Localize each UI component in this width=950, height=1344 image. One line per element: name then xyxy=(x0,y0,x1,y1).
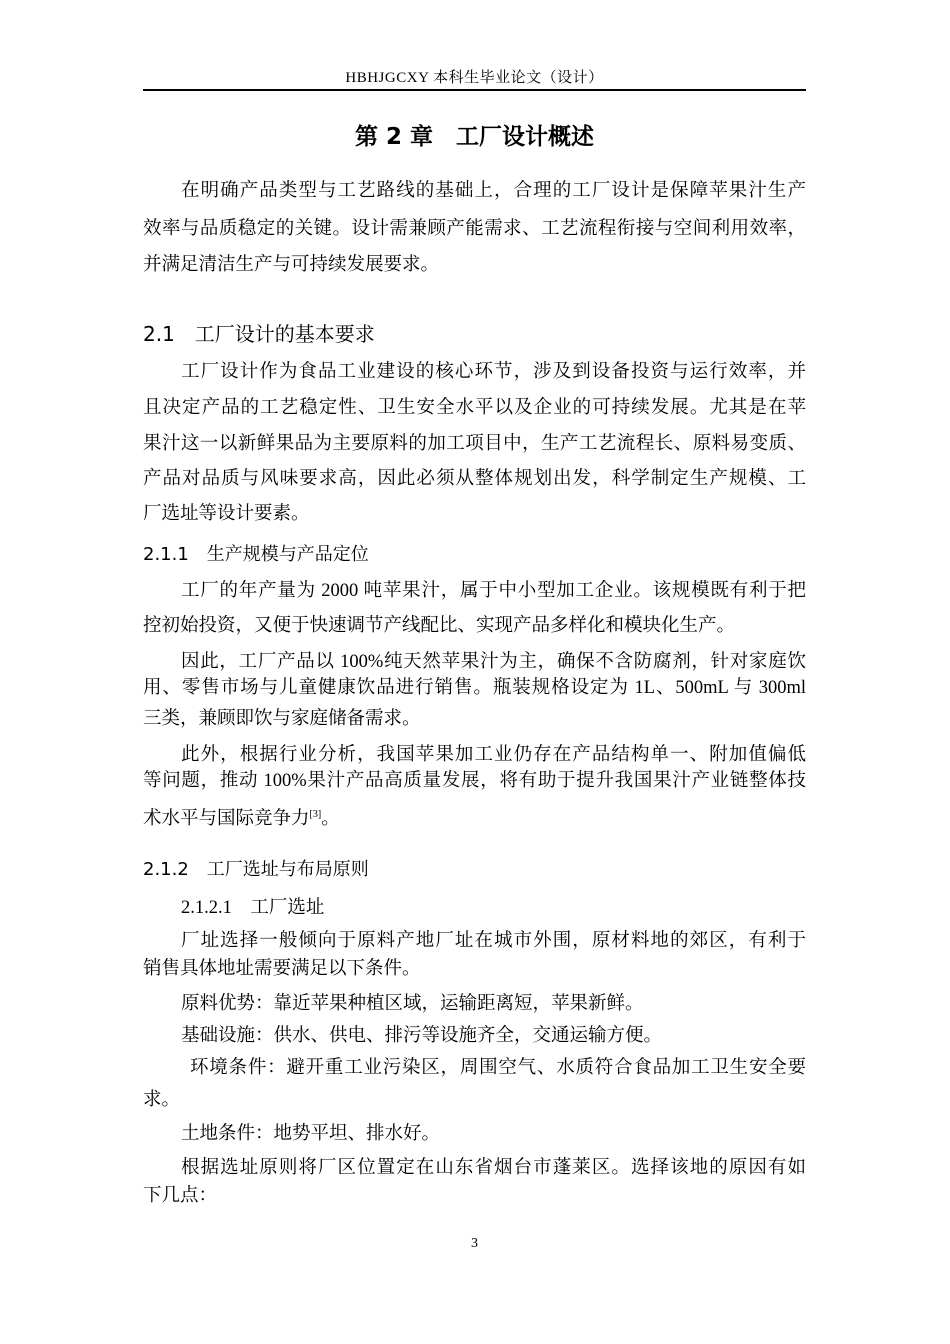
body-line: 求。 xyxy=(143,1090,181,1110)
body-line: 产品对品质与风味要求高，因此必须从整体规划出发，科学制定生产规模、工 xyxy=(143,469,806,489)
sub-heading-2-1-2-1: 2.1.2.1 工厂选址 xyxy=(181,898,325,918)
body-line: 等问题，推动 100%果汁产品高质量发展，将有助于提升我国果汁产业链整体技 xyxy=(143,771,806,791)
body-line: 果汁这一以新鲜果品为主要原料的加工项目中，生产工艺流程长、原料易变质、 xyxy=(143,434,806,454)
body-line: 工厂的年产量为 2000 吨苹果汁，属于中小型加工企业。该规模既有利于把 xyxy=(181,581,806,601)
page-number: 3 xyxy=(471,1236,478,1251)
header-rule xyxy=(143,89,806,91)
citation-ref[interactable]: [3] xyxy=(309,809,322,820)
chapter-title: 第 2 章 工厂设计概述 xyxy=(354,124,595,150)
body-line: 环境条件：避开重工业污染区，周围空气、水质符合食品加工卫生安全要 xyxy=(190,1058,806,1078)
body-line: 销售具体地址需要满足以下条件。 xyxy=(143,959,421,979)
body-line: 工厂设计作为食品工业建设的核心环节，涉及到设备投资与运行效率，并 xyxy=(181,362,806,382)
running-header: HBHJGCXY 本科生毕业论文（设计） xyxy=(345,70,604,86)
body-line: 三类，兼顾即饮与家庭储备需求。 xyxy=(143,709,421,729)
body-line: 且决定产品的工艺稳定性、卫生安全水平以及企业的可持续发展。尤其是在苹 xyxy=(143,398,806,418)
section-heading-2-1-2: 2.1.2 工厂选址与布局原则 xyxy=(143,859,369,880)
body-line: 厂址选择一般倾向于原料产地厂址在城市外围，原材料地的郊区，有利于 xyxy=(181,931,806,951)
intro-line: 在明确产品类型与工艺路线的基础上，合理的工厂设计是保障苹果汁生产 xyxy=(181,181,806,201)
body-line xyxy=(143,803,806,831)
intro-line: 效率与品质稳定的关键。设计需兼顾产能需求、工艺流程衔接与空间利用效率， xyxy=(143,219,806,239)
intro-line: 并满足清洁生产与可持续发展要求。 xyxy=(143,255,440,275)
body-text: 。 xyxy=(321,809,340,830)
section-heading-2-1: 2.1 工厂设计的基本要求 xyxy=(143,322,375,346)
body-line: 此外，根据行业分析，我国苹果加工业仍存在产品结构单一、附加值偏低 xyxy=(181,745,806,765)
section-heading-2-1-1: 2.1.1 生产规模与产品定位 xyxy=(143,544,369,565)
body-line: 控初始投资，又便于快速调节产线配比、实现产品多样化和模块化生产。 xyxy=(143,616,736,636)
body-line: 下几点： xyxy=(143,1186,218,1206)
body-line: 因此，工厂产品以 100%纯天然苹果汁为主，确保不含防腐剂，针对家庭饮 xyxy=(181,652,806,672)
body-line: 基础设施：供水、供电、排污等设施齐全，交通运输方便。 xyxy=(181,1026,663,1046)
body-text: 术水平与国际竞争力 xyxy=(143,809,310,830)
body-line: 厂选址等设计要素。 xyxy=(143,504,310,524)
body-line: 土地条件：地势平坦、排水好。 xyxy=(181,1124,441,1144)
body-line: 原料优势：靠近苹果种植区域，运输距离短，苹果新鲜。 xyxy=(181,994,644,1014)
body-line: 用、零售市场与儿童健康饮品进行销售。瓶装规格设定为 1L、500mL 与 300ml xyxy=(143,678,806,698)
body-line: 根据选址原则将厂区位置定在山东省烟台市蓬莱区。选择该地的原因有如 xyxy=(181,1158,806,1178)
